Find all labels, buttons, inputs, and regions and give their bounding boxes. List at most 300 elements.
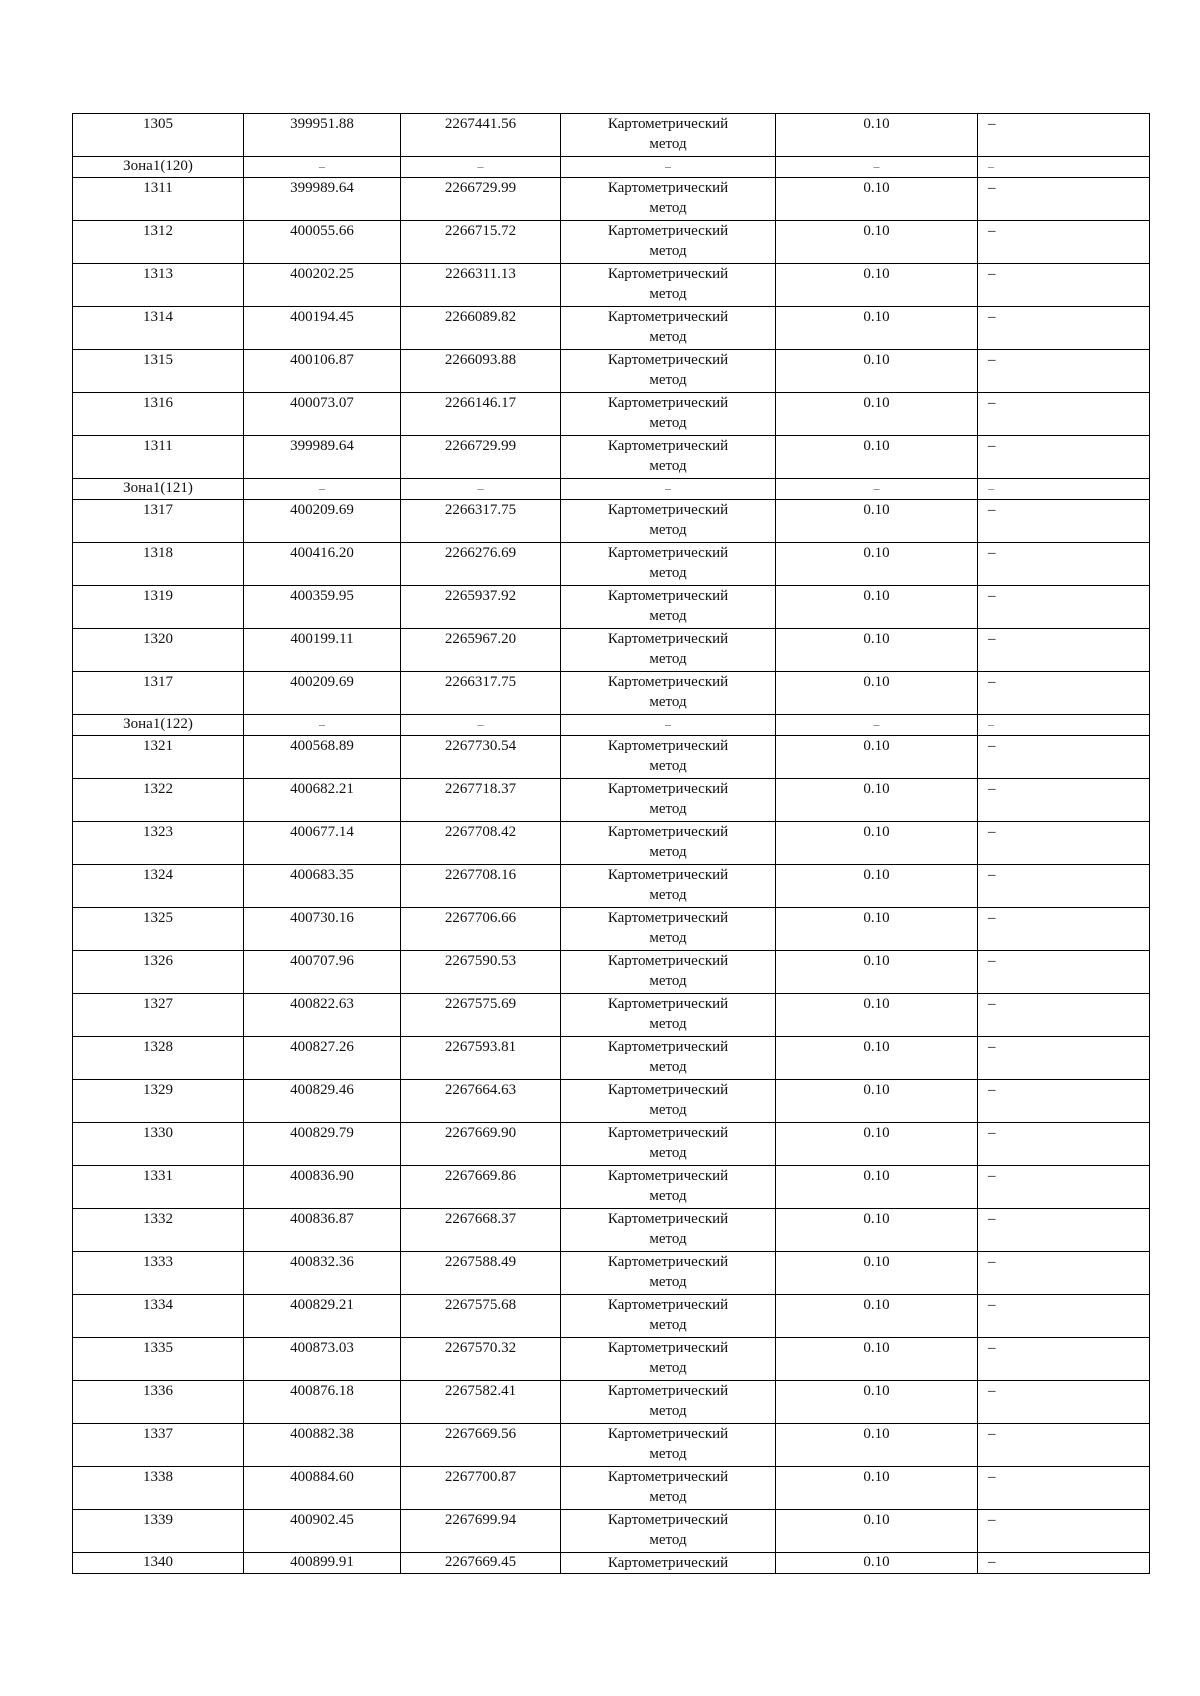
method-line2: метод xyxy=(649,1446,687,1462)
method-line2: метод xyxy=(649,1360,687,1376)
coord-y: 2267570.32 xyxy=(401,1338,561,1381)
method-line2: метод xyxy=(649,1403,687,1419)
description: – xyxy=(978,822,1150,865)
point-row xyxy=(73,586,1150,629)
dash-mark: – xyxy=(988,481,994,495)
point-row xyxy=(73,178,1150,221)
point-number: 1325 xyxy=(73,908,244,951)
method-line1: Картометрический xyxy=(607,180,729,196)
point-number: 1326 xyxy=(73,951,244,994)
description: – xyxy=(978,500,1150,543)
point-number: 1311 xyxy=(73,178,244,221)
description: – xyxy=(978,221,1150,264)
point-number: 1311 xyxy=(73,436,244,479)
point-row xyxy=(73,264,1150,307)
method-line1: Картометрический xyxy=(607,438,729,454)
coord-x: 400829.46 xyxy=(244,1080,401,1123)
point-row xyxy=(73,1338,1150,1381)
coord-y: 2267699.94 xyxy=(401,1510,561,1553)
point-row xyxy=(73,1037,1150,1080)
precision: 0.10 xyxy=(776,1166,978,1209)
coord-x: 400209.69 xyxy=(244,672,401,715)
precision: 0.10 xyxy=(776,500,978,543)
method-cell xyxy=(561,264,776,307)
coord-y: 2266729.99 xyxy=(401,436,561,479)
point-number: 1328 xyxy=(73,1037,244,1080)
coord-x: 400884.60 xyxy=(244,1467,401,1510)
coord-x: 400836.90 xyxy=(244,1166,401,1209)
zone-empty-cell xyxy=(561,715,776,736)
description: – xyxy=(978,908,1150,951)
coord-x: 400199.11 xyxy=(244,629,401,672)
method-line1: Картометрический xyxy=(607,674,729,690)
coord-y: 2267582.41 xyxy=(401,1381,561,1424)
point-row xyxy=(73,1510,1150,1553)
precision: 0.10 xyxy=(776,736,978,779)
description: – xyxy=(978,543,1150,586)
dash-mark: – xyxy=(477,717,484,731)
point-row xyxy=(73,114,1150,157)
method-cell xyxy=(561,393,776,436)
method-line1: Картометрический xyxy=(607,266,729,282)
coord-y: 2267706.66 xyxy=(401,908,561,951)
method-cell xyxy=(561,994,776,1037)
point-row xyxy=(73,994,1150,1037)
coord-y: 2267669.90 xyxy=(401,1123,561,1166)
point-row xyxy=(73,307,1150,350)
coord-y: 2267669.56 xyxy=(401,1424,561,1467)
point-row xyxy=(73,1080,1150,1123)
point-number: 1305 xyxy=(73,114,244,157)
point-number: 1336 xyxy=(73,1381,244,1424)
zone-empty-cell xyxy=(978,157,1150,178)
zone-label: Зона1(122) xyxy=(73,715,244,736)
method-cell xyxy=(561,1553,776,1574)
method-line1: Картометрический xyxy=(607,631,729,647)
method-cell xyxy=(561,1252,776,1295)
point-number: 1315 xyxy=(73,350,244,393)
method-line1: Картометрический xyxy=(607,1426,729,1442)
precision: 0.10 xyxy=(776,543,978,586)
precision: 0.10 xyxy=(776,1037,978,1080)
coordinates-table-body xyxy=(73,114,1150,1574)
method-cell xyxy=(561,114,776,157)
point-row xyxy=(73,1252,1150,1295)
precision: 0.10 xyxy=(776,951,978,994)
precision: 0.10 xyxy=(776,1338,978,1381)
coord-y: 2267441.56 xyxy=(401,114,561,157)
method-line1: Картометрический xyxy=(607,395,729,411)
method-cell xyxy=(561,500,776,543)
method-line2: метод xyxy=(649,1317,687,1333)
description: – xyxy=(978,1209,1150,1252)
coord-y: 2267708.16 xyxy=(401,865,561,908)
method-line1: Картометрический xyxy=(607,1168,729,1184)
coord-y: 2267593.81 xyxy=(401,1037,561,1080)
method-line2: метод xyxy=(649,1532,687,1548)
zone-empty-cell xyxy=(561,479,776,500)
description: – xyxy=(978,1295,1150,1338)
coord-x: 400677.14 xyxy=(244,822,401,865)
point-row xyxy=(73,221,1150,264)
coord-y: 2267668.37 xyxy=(401,1209,561,1252)
method-cell xyxy=(561,350,776,393)
description: – xyxy=(978,1424,1150,1467)
point-row xyxy=(73,1424,1150,1467)
method-line2: метод xyxy=(649,651,687,667)
coord-y: 2267669.45 xyxy=(401,1553,561,1574)
point-row xyxy=(73,1209,1150,1252)
coord-x: 400882.38 xyxy=(244,1424,401,1467)
dash-mark: – xyxy=(988,717,994,731)
coord-x: 399989.64 xyxy=(244,178,401,221)
point-row xyxy=(73,543,1150,586)
precision: 0.10 xyxy=(776,1381,978,1424)
zone-empty-cell xyxy=(244,715,401,736)
description: – xyxy=(978,1252,1150,1295)
description: – xyxy=(978,865,1150,908)
method-line2: метод xyxy=(649,1102,687,1118)
method-cell xyxy=(561,307,776,350)
dash-mark: – xyxy=(665,159,671,173)
method-line2: метод xyxy=(649,329,687,345)
precision: 0.10 xyxy=(776,629,978,672)
point-number: 1317 xyxy=(73,500,244,543)
description: – xyxy=(978,264,1150,307)
coord-x: 400822.63 xyxy=(244,994,401,1037)
method-line2: метод xyxy=(649,200,687,216)
precision: 0.10 xyxy=(776,865,978,908)
zone-label: Зона1(121) xyxy=(73,479,244,500)
method-line1: Картометрический xyxy=(607,502,729,518)
coord-y: 2266317.75 xyxy=(401,672,561,715)
method-cell xyxy=(561,672,776,715)
precision: 0.10 xyxy=(776,393,978,436)
coord-y: 2267575.69 xyxy=(401,994,561,1037)
zone-empty-cell xyxy=(244,479,401,500)
method-cell xyxy=(561,543,776,586)
method-line1: Картометрический xyxy=(607,910,729,926)
description: – xyxy=(978,393,1150,436)
precision: 0.10 xyxy=(776,264,978,307)
point-number: 1337 xyxy=(73,1424,244,1467)
coord-x: 400827.26 xyxy=(244,1037,401,1080)
point-number: 1324 xyxy=(73,865,244,908)
description: – xyxy=(978,307,1150,350)
precision: 0.10 xyxy=(776,221,978,264)
description: – xyxy=(978,350,1150,393)
zone-row xyxy=(73,715,1150,736)
method-line1: Картометрический xyxy=(607,309,729,325)
point-number: 1319 xyxy=(73,586,244,629)
description: – xyxy=(978,951,1150,994)
method-cell xyxy=(561,221,776,264)
point-number: 1327 xyxy=(73,994,244,1037)
method-line2: метод xyxy=(649,136,687,152)
method-cell xyxy=(561,951,776,994)
coord-x: 400106.87 xyxy=(244,350,401,393)
zone-empty-cell xyxy=(978,479,1150,500)
method-line1: Картометрический xyxy=(607,116,729,132)
zone-empty-cell xyxy=(244,157,401,178)
method-line2: метод xyxy=(649,372,687,388)
zone-row xyxy=(73,157,1150,178)
method-line1: Картометрический xyxy=(607,223,729,239)
point-row xyxy=(73,1166,1150,1209)
point-row xyxy=(73,1295,1150,1338)
precision: 0.10 xyxy=(776,350,978,393)
point-row xyxy=(73,779,1150,822)
method-line2: метод xyxy=(649,1059,687,1075)
method-cell xyxy=(561,1295,776,1338)
coord-x: 400730.16 xyxy=(244,908,401,951)
coord-y: 2266317.75 xyxy=(401,500,561,543)
method-line2: метод xyxy=(649,973,687,989)
coord-y: 2267700.87 xyxy=(401,1467,561,1510)
method-line1: Картометрический xyxy=(607,953,729,969)
description: – xyxy=(978,1166,1150,1209)
coord-x: 400683.35 xyxy=(244,865,401,908)
coord-y: 2267588.49 xyxy=(401,1252,561,1295)
method-cell xyxy=(561,1424,776,1467)
coord-y: 2267708.42 xyxy=(401,822,561,865)
description: – xyxy=(978,114,1150,157)
method-line2: метод xyxy=(649,887,687,903)
method-cell xyxy=(561,908,776,951)
method-cell xyxy=(561,736,776,779)
dash-mark: – xyxy=(665,481,671,495)
description: – xyxy=(978,1123,1150,1166)
coord-x: 400359.95 xyxy=(244,586,401,629)
coord-y: 2266146.17 xyxy=(401,393,561,436)
point-number: 1340 xyxy=(73,1553,244,1574)
coord-y: 2267730.54 xyxy=(401,736,561,779)
point-number: 1323 xyxy=(73,822,244,865)
method-cell xyxy=(561,1166,776,1209)
method-cell xyxy=(561,1209,776,1252)
zone-empty-cell xyxy=(776,157,978,178)
point-row xyxy=(73,1123,1150,1166)
coord-x: 400836.87 xyxy=(244,1209,401,1252)
description: – xyxy=(978,629,1150,672)
method-line2: метод xyxy=(649,1188,687,1204)
zone-empty-cell xyxy=(776,479,978,500)
coord-y: 2267669.86 xyxy=(401,1166,561,1209)
dash-mark: – xyxy=(873,717,880,731)
method-cell xyxy=(561,1037,776,1080)
method-line2: метод xyxy=(649,1274,687,1290)
precision: 0.10 xyxy=(776,1123,978,1166)
dash-mark: – xyxy=(477,481,484,495)
method-line2: метод xyxy=(649,522,687,538)
method-line2: метод xyxy=(649,1489,687,1505)
method-line2: метод xyxy=(649,1231,687,1247)
method-line1: Картометрический xyxy=(607,1254,729,1270)
coord-x: 400202.25 xyxy=(244,264,401,307)
point-row xyxy=(73,393,1150,436)
coord-y: 2266715.72 xyxy=(401,221,561,264)
method-line2: метод xyxy=(649,844,687,860)
point-number: 1330 xyxy=(73,1123,244,1166)
coord-x: 400194.45 xyxy=(244,307,401,350)
method-line2: метод xyxy=(649,758,687,774)
point-number: 1313 xyxy=(73,264,244,307)
method-line1: Картометрический xyxy=(607,1082,729,1098)
precision: 0.10 xyxy=(776,908,978,951)
precision: 0.10 xyxy=(776,1295,978,1338)
point-number: 1312 xyxy=(73,221,244,264)
precision: 0.10 xyxy=(776,307,978,350)
method-line2: метод xyxy=(649,1016,687,1032)
method-cell xyxy=(561,822,776,865)
method-line1: Картометрический xyxy=(607,1555,729,1571)
description: – xyxy=(978,1037,1150,1080)
method-line2: метод xyxy=(649,930,687,946)
dash-mark: – xyxy=(988,159,994,173)
coordinates-table xyxy=(72,113,1150,1574)
method-line1: Картометрический xyxy=(607,1340,729,1356)
zone-label: Зона1(120) xyxy=(73,157,244,178)
coord-x: 400899.91 xyxy=(244,1553,401,1574)
precision: 0.10 xyxy=(776,586,978,629)
point-number: 1322 xyxy=(73,779,244,822)
point-number: 1316 xyxy=(73,393,244,436)
description: – xyxy=(978,1338,1150,1381)
method-cell xyxy=(561,1467,776,1510)
precision: 0.10 xyxy=(776,994,978,1037)
dash-mark: – xyxy=(873,481,880,495)
dash-mark: – xyxy=(873,159,880,173)
description: – xyxy=(978,736,1150,779)
method-cell xyxy=(561,586,776,629)
description: – xyxy=(978,1381,1150,1424)
precision: 0.10 xyxy=(776,1424,978,1467)
method-cell xyxy=(561,779,776,822)
point-number: 1338 xyxy=(73,1467,244,1510)
precision: 0.10 xyxy=(776,822,978,865)
method-line1: Картометрический xyxy=(607,996,729,1012)
dash-mark: – xyxy=(477,159,484,173)
precision: 0.10 xyxy=(776,1252,978,1295)
method-line2: метод xyxy=(649,694,687,710)
point-number: 1332 xyxy=(73,1209,244,1252)
coord-x: 400055.66 xyxy=(244,221,401,264)
precision: 0.10 xyxy=(776,1209,978,1252)
zone-empty-cell xyxy=(401,157,561,178)
coord-y: 2267590.53 xyxy=(401,951,561,994)
dash-mark: – xyxy=(319,481,325,495)
method-line2: метод xyxy=(649,286,687,302)
description: – xyxy=(978,1080,1150,1123)
method-line2: метод xyxy=(649,415,687,431)
point-row xyxy=(73,1553,1150,1574)
coord-y: 2267575.68 xyxy=(401,1295,561,1338)
coord-x: 400682.21 xyxy=(244,779,401,822)
point-row xyxy=(73,436,1150,479)
method-line1: Картометрический xyxy=(607,781,729,797)
coord-y: 2266729.99 xyxy=(401,178,561,221)
precision: 0.10 xyxy=(776,436,978,479)
point-row xyxy=(73,1381,1150,1424)
precision: 0.10 xyxy=(776,672,978,715)
method-line2: метод xyxy=(649,243,687,259)
coord-x: 400416.20 xyxy=(244,543,401,586)
method-line1: Картометрический xyxy=(607,1211,729,1227)
point-row xyxy=(73,672,1150,715)
coord-x: 400073.07 xyxy=(244,393,401,436)
point-number: 1334 xyxy=(73,1295,244,1338)
description: – xyxy=(978,178,1150,221)
point-number: 1317 xyxy=(73,672,244,715)
precision: 0.10 xyxy=(776,1467,978,1510)
precision: 0.10 xyxy=(776,779,978,822)
method-line1: Картометрический xyxy=(607,1125,729,1141)
dash-mark: – xyxy=(665,717,671,731)
precision: 0.10 xyxy=(776,1553,978,1574)
method-line1: Картометрический xyxy=(607,1297,729,1313)
zone-empty-cell xyxy=(978,715,1150,736)
coord-x: 400829.79 xyxy=(244,1123,401,1166)
method-line1: Картометрический xyxy=(607,1383,729,1399)
coord-x: 400209.69 xyxy=(244,500,401,543)
method-cell xyxy=(561,1123,776,1166)
method-line2: метод xyxy=(649,608,687,624)
method-cell xyxy=(561,436,776,479)
point-number: 1331 xyxy=(73,1166,244,1209)
point-number: 1318 xyxy=(73,543,244,586)
method-line2: метод xyxy=(649,1145,687,1161)
coord-x: 400832.36 xyxy=(244,1252,401,1295)
method-line2: метод xyxy=(649,801,687,817)
point-row xyxy=(73,865,1150,908)
method-line1: Картометрический xyxy=(607,1512,729,1528)
point-number: 1333 xyxy=(73,1252,244,1295)
coord-y: 2267664.63 xyxy=(401,1080,561,1123)
method-line1: Картометрический xyxy=(607,545,729,561)
point-number: 1335 xyxy=(73,1338,244,1381)
method-cell xyxy=(561,865,776,908)
point-row xyxy=(73,350,1150,393)
method-line2: метод xyxy=(649,565,687,581)
method-line2: метод xyxy=(649,458,687,474)
method-line1: Картометрический xyxy=(607,1039,729,1055)
method-cell xyxy=(561,178,776,221)
zone-empty-cell xyxy=(561,157,776,178)
coord-x: 400876.18 xyxy=(244,1381,401,1424)
point-row xyxy=(73,908,1150,951)
zone-empty-cell xyxy=(401,715,561,736)
description: – xyxy=(978,1553,1150,1574)
coord-y: 2266089.82 xyxy=(401,307,561,350)
method-line1: Картометрический xyxy=(607,588,729,604)
precision: 0.10 xyxy=(776,114,978,157)
zone-empty-cell xyxy=(401,479,561,500)
point-row xyxy=(73,822,1150,865)
description: – xyxy=(978,586,1150,629)
method-line1: Картометрический xyxy=(607,352,729,368)
method-line1: Картометрический xyxy=(607,1469,729,1485)
precision: 0.10 xyxy=(776,178,978,221)
method-line1: Картометрический xyxy=(607,867,729,883)
coord-x: 399989.64 xyxy=(244,436,401,479)
zone-empty-cell xyxy=(776,715,978,736)
description: – xyxy=(978,994,1150,1037)
method-cell xyxy=(561,1080,776,1123)
point-row xyxy=(73,736,1150,779)
coord-x: 400902.45 xyxy=(244,1510,401,1553)
dash-mark: – xyxy=(319,159,325,173)
coord-x: 400707.96 xyxy=(244,951,401,994)
